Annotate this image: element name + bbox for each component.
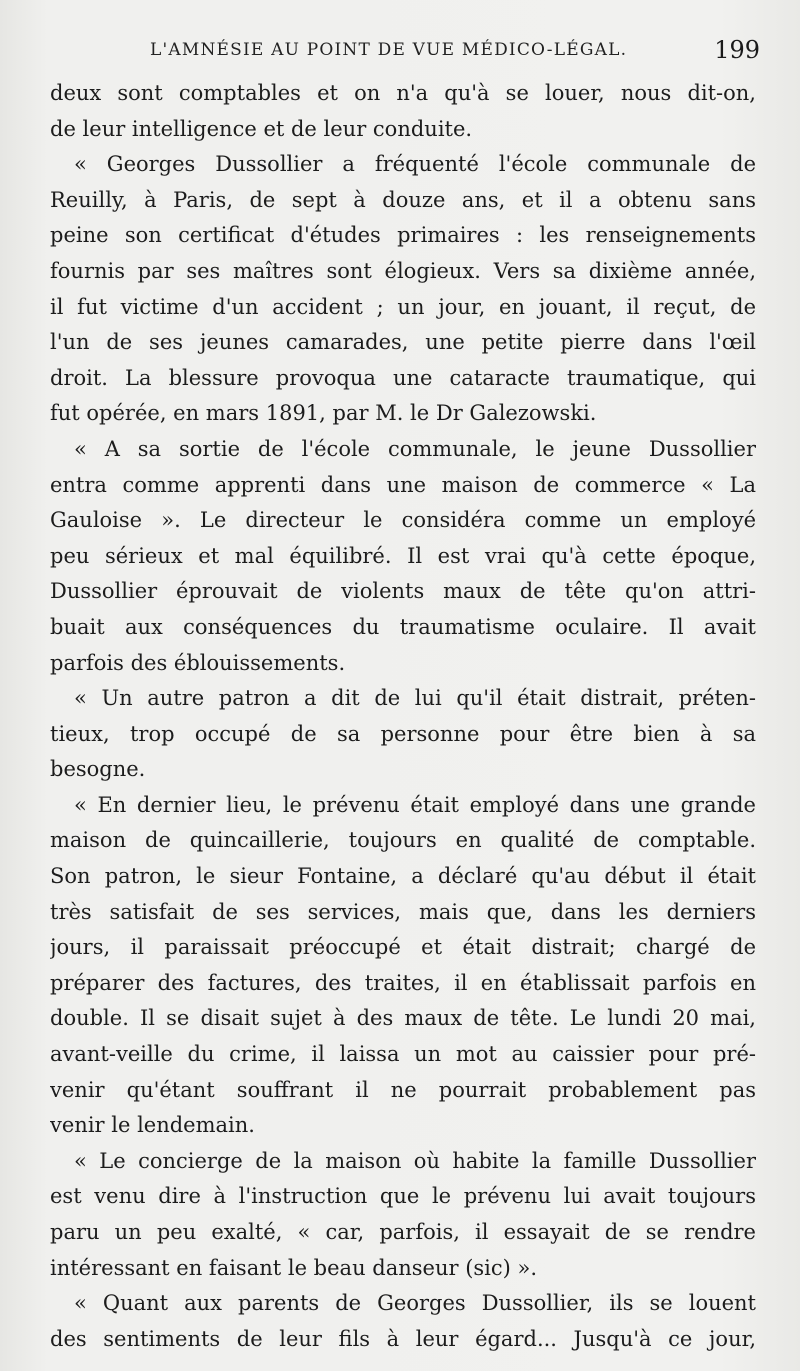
text-line: l'un de ses jeunes camarades, une petite pierre dans l'œil: [50, 330, 756, 355]
text-line: besogne.: [50, 757, 146, 782]
page-number: 199: [714, 36, 760, 64]
text-line: tieux, trop occupé de sa personne pour être bien à sa: [50, 721, 756, 746]
text-line: Reuilly, à Paris, de sept à douze ans, et il a obtenu sans: [50, 187, 756, 212]
text-line: des sentiments de leur fils à leur égard... Jusqu'à ce jour,: [50, 1326, 756, 1351]
text-line: peine son certificat d'études primaires : les renseignements: [50, 223, 756, 248]
text-line: Son patron, le sieur Fontaine, a déclaré qu'au début il était: [50, 864, 756, 889]
text-line: peu sérieux et mal équilibré. Il est vrai qu'à cette époque,: [50, 543, 756, 568]
text-line: droit. La blessure provoqua une cataracte traumatique, qui: [50, 365, 756, 390]
text-line: « Un autre patron a dit de lui qu'il était distrait, préten-: [74, 686, 756, 711]
text-line: parfois des éblouissements.: [50, 650, 346, 675]
running-title: L'AMNÉSIE AU POINT DE VUE MÉDICO-LÉGAL.: [150, 40, 628, 60]
text-line: jours, il paraissait préoccupé et était distrait; chargé de: [50, 935, 756, 960]
text-line: « Le concierge de la maison où habite la famille Dussollier: [74, 1148, 756, 1173]
text-line: est venu dire à l'instruction que le prévenu lui avait toujours: [50, 1184, 756, 1209]
text-line: préparer des factures, des traites, il en établissait parfois en: [50, 970, 756, 995]
text-line: venir le lendemain.: [50, 1113, 255, 1138]
text-line: « Quant aux parents de Georges Dussollier, ils se louent: [74, 1291, 756, 1316]
text-line: Gauloise ». Le directeur le considéra comme un employé: [50, 508, 756, 533]
text-line: venir qu'étant souffrant il ne pourrait probablement pas: [50, 1077, 756, 1102]
text-line: il fut victime d'un accident ; un jour, en jouant, il reçut, de: [50, 294, 756, 319]
text-line: entra comme apprenti dans une maison de commerce « La: [50, 472, 756, 497]
text-line: très satisfait de ses services, mais que, dans les derniers: [50, 899, 756, 924]
text-line: double. Il se disait sujet à des maux de tête. Le lundi 20 mai,: [50, 1006, 756, 1031]
body-text: [50, 76, 756, 1357]
page-header: [50, 36, 760, 68]
text-line: de leur intelligence et de leur conduite.: [50, 116, 473, 141]
text-line: maison de quincaillerie, toujours en qualité de comptable.: [50, 828, 756, 853]
text-line: « Georges Dussollier a fréquenté l'école communale de: [74, 152, 756, 177]
text-line: avant-veille du crime, il laissa un mot au caissier pour pré-: [50, 1042, 756, 1067]
text-line: fournis par ses maîtres sont élogieux. Vers sa dixième année,: [50, 258, 756, 283]
text-line: intéressant en faisant le beau danseur (sic) ».: [50, 1255, 538, 1280]
text-line: buait aux conséquences du traumatisme oculaire. Il avait: [50, 614, 756, 639]
text-line: « En dernier lieu, le prévenu était employé dans une grande: [74, 792, 756, 817]
text-line: deux sont comptables et on n'a qu'à se louer, nous dit-on,: [50, 81, 756, 105]
text-line: « A sa sortie de l'école communale, le jeune Dussollier: [74, 436, 756, 461]
text-line: paru un peu exalté, « car, parfois, il essayait de se rendre: [50, 1220, 756, 1244]
text-line: Dussollier éprouvait de violents maux de tête qu'on attri-: [50, 579, 756, 604]
text-line: fut opérée, en mars 1891, par M. le Dr Galezowski.: [50, 401, 597, 426]
